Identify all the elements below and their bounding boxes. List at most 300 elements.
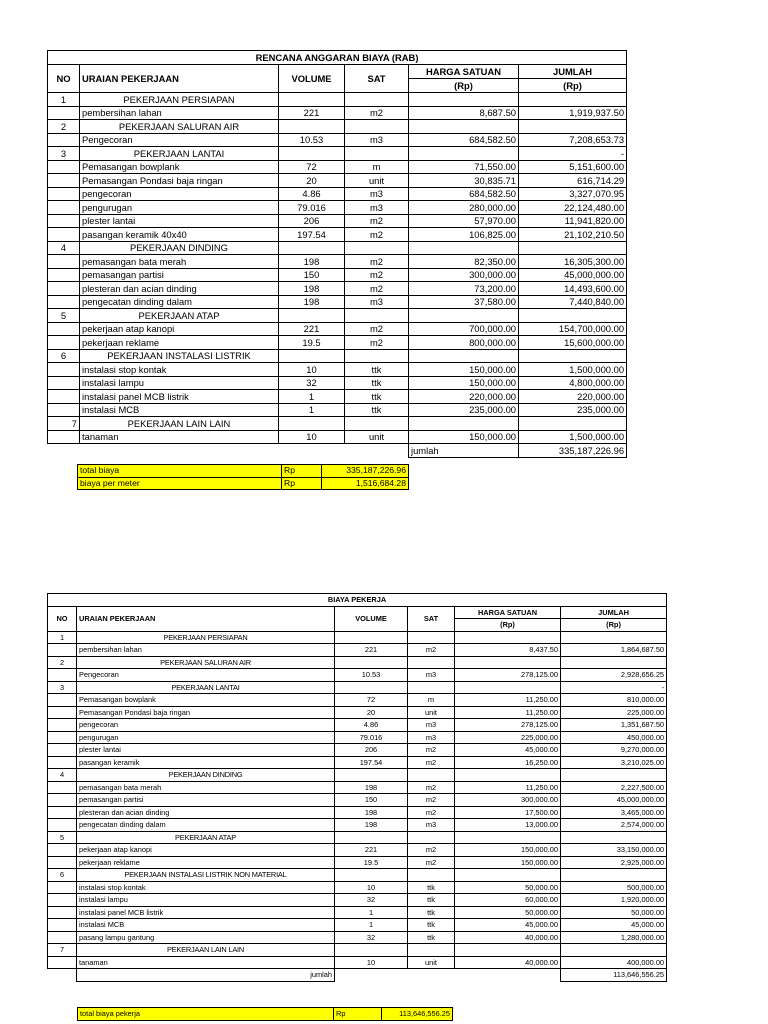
section-row — [48, 656, 667, 669]
item-jumlah: 450,000.00 — [561, 731, 667, 744]
row-number — [48, 228, 80, 242]
item-jumlah: 2,574,000.00 — [561, 819, 667, 832]
table-row — [48, 430, 627, 444]
item-volume: 206 — [335, 744, 408, 757]
section-number: 6 — [48, 349, 80, 363]
item-name: pasangan keramik 40x40 — [80, 228, 279, 242]
empty-cell — [409, 309, 519, 323]
row-number — [48, 819, 77, 832]
item-harga: 16,250.00 — [455, 756, 561, 769]
row-number — [48, 174, 80, 188]
summary-row — [78, 477, 409, 490]
empty-cell — [409, 147, 519, 161]
rab-header-harga-unit: (Rp) — [409, 79, 519, 93]
item-unit: m3 — [345, 133, 409, 147]
row-jumlah — [519, 417, 627, 431]
table-row — [48, 694, 667, 707]
table-row — [48, 187, 627, 201]
section-number: 2 — [48, 656, 77, 669]
item-volume: 198 — [335, 781, 408, 794]
empty-cell — [409, 93, 519, 107]
item-jumlah: 2,928,656.25 — [561, 669, 667, 682]
item-unit: m2 — [345, 322, 409, 336]
item-harga: 278,125.00 — [455, 669, 561, 682]
row-number — [48, 430, 80, 444]
item-harga: 300,000.00 — [409, 268, 519, 282]
summary-value: 335,187,226.96 — [322, 465, 409, 478]
empty-cell — [335, 681, 408, 694]
item-harga: 235,000.00 — [409, 403, 519, 417]
item-name: instalasi panel MCB listrik — [80, 390, 279, 404]
rab-header-jumlah: JUMLAH — [519, 65, 627, 79]
item-jumlah: 2,227,500.00 — [561, 781, 667, 794]
item-name: instalasi MCB — [80, 403, 279, 417]
rab-header-jumlah-unit: (Rp) — [519, 79, 627, 93]
row-number — [48, 806, 77, 819]
empty-cell — [408, 944, 455, 957]
item-volume: 79.016 — [335, 731, 408, 744]
item-harga: 11,250.00 — [455, 694, 561, 707]
row-jumlah: - — [519, 147, 627, 161]
item-harga: 37,580.00 — [409, 295, 519, 309]
empty-cell — [345, 349, 409, 363]
item-unit: m2 — [345, 255, 409, 269]
row-jumlah — [519, 93, 627, 107]
section-title: PEKERJAAN LANTAI — [77, 681, 335, 694]
item-volume: 206 — [279, 214, 345, 228]
section-title: PEKERJAAN SALURAN AIR — [80, 120, 279, 134]
item-unit: ttk — [345, 390, 409, 404]
table-row — [48, 336, 627, 350]
section-number: 7 — [48, 417, 80, 431]
biaya-pekerja-table — [47, 593, 667, 982]
item-name: pengecoran — [77, 719, 335, 732]
item-volume: 1 — [279, 390, 345, 404]
table-row — [48, 919, 667, 932]
item-volume: 19.5 — [335, 856, 408, 869]
table-row — [48, 706, 667, 719]
item-harga: 11,250.00 — [455, 781, 561, 794]
section-row — [48, 869, 667, 882]
table-row — [48, 295, 627, 309]
item-name: pemasangan bata merah — [77, 781, 335, 794]
item-jumlah: 400,000.00 — [561, 956, 667, 969]
empty-cell — [279, 417, 345, 431]
item-jumlah: 16,305,300.00 — [519, 255, 627, 269]
row-number — [48, 669, 77, 682]
empty-cell — [279, 309, 345, 323]
item-jumlah: 1,919,937.50 — [519, 106, 627, 120]
row-number — [48, 390, 80, 404]
item-volume: 198 — [335, 806, 408, 819]
empty-cell — [455, 656, 561, 669]
item-volume: 4.86 — [335, 719, 408, 732]
summary-value: 1,516,684.28 — [322, 477, 409, 490]
item-harga: 700,000.00 — [409, 322, 519, 336]
section-title: PEKERJAAN SALURAN AIR — [77, 656, 335, 669]
item-unit: m2 — [345, 268, 409, 282]
row-number — [48, 201, 80, 215]
table-row — [48, 819, 667, 832]
row-jumlah — [561, 831, 667, 844]
item-volume: 150 — [335, 794, 408, 807]
item-harga: 150,000.00 — [409, 430, 519, 444]
table-row — [48, 403, 627, 417]
item-unit: m2 — [408, 644, 455, 657]
item-unit: unit — [408, 956, 455, 969]
table-row — [48, 731, 667, 744]
section-title: PEKERJAAN LAIN LAIN — [80, 417, 279, 431]
item-harga: 225,000.00 — [455, 731, 561, 744]
empty-cell — [345, 147, 409, 161]
section-title: PEKERJAAN ATAP — [77, 831, 335, 844]
empty-cell — [409, 241, 519, 255]
rab-header-sat: SAT — [345, 65, 409, 93]
item-name: pekerjaan reklame — [77, 856, 335, 869]
rab-header-uraian: URAIAN PEKERJAAN — [80, 65, 279, 93]
item-name: tanaman — [80, 430, 279, 444]
item-volume: 197.54 — [335, 756, 408, 769]
rab-header-no: NO — [48, 65, 80, 93]
empty-cell — [335, 656, 408, 669]
item-harga: 50,000.00 — [455, 881, 561, 894]
rab-jumlah-label: jumlah — [409, 444, 519, 458]
empty-cell — [345, 93, 409, 107]
bp-header-uraian: URAIAN PEKERJAAN — [77, 606, 335, 631]
item-harga: 800,000.00 — [409, 336, 519, 350]
item-jumlah: 2,925,000.00 — [561, 856, 667, 869]
row-number — [48, 322, 80, 336]
item-volume: 32 — [335, 894, 408, 907]
table-row — [48, 201, 627, 215]
item-harga: 150,000.00 — [409, 363, 519, 377]
row-number — [48, 644, 77, 657]
item-volume: 198 — [279, 282, 345, 296]
empty-cell — [455, 631, 561, 644]
empty-cell — [335, 631, 408, 644]
bp-jumlah-value: 113,646,556.25 — [561, 969, 667, 982]
item-jumlah: 220,000.00 — [519, 390, 627, 404]
table-row — [48, 669, 667, 682]
item-jumlah: 1,500,000.00 — [519, 363, 627, 377]
section-number: 7 — [48, 944, 77, 957]
item-jumlah: 50,000.00 — [561, 906, 667, 919]
item-name: instalasi MCB — [77, 919, 335, 932]
section-row — [48, 241, 627, 255]
empty-cell — [409, 120, 519, 134]
row-number — [48, 706, 77, 719]
bp-header-no: NO — [48, 606, 77, 631]
empty-cell — [345, 120, 409, 134]
item-harga: 280,000.00 — [409, 201, 519, 215]
section-row — [48, 631, 667, 644]
row-number — [48, 336, 80, 350]
table-row — [48, 756, 667, 769]
table-row — [48, 106, 627, 120]
empty-cell — [279, 349, 345, 363]
row-number — [48, 268, 80, 282]
empty-cell — [279, 147, 345, 161]
section-row — [48, 147, 627, 161]
item-jumlah: 7,440,840.00 — [519, 295, 627, 309]
item-volume: 20 — [335, 706, 408, 719]
item-jumlah: 810,000.00 — [561, 694, 667, 707]
item-jumlah: 3,465,000.00 — [561, 806, 667, 819]
item-harga: 684,582.50 — [409, 133, 519, 147]
item-name: pengurugan — [77, 731, 335, 744]
table-row — [48, 881, 667, 894]
empty-cell — [345, 309, 409, 323]
bp-header-volume: VOLUME — [335, 606, 408, 631]
item-jumlah: 45,000.00 — [561, 919, 667, 932]
bp-summary — [77, 1007, 453, 1021]
item-unit: ttk — [408, 931, 455, 944]
row-number — [48, 282, 80, 296]
item-name: plesteran dan acian dinding — [80, 282, 279, 296]
item-name: Pemasangan bowplank — [80, 160, 279, 174]
table-row — [48, 806, 667, 819]
item-jumlah: 1,500,000.00 — [519, 430, 627, 444]
item-unit: m — [408, 694, 455, 707]
item-unit: m3 — [408, 719, 455, 732]
empty-cell — [335, 769, 408, 782]
item-name: pengurugan — [80, 201, 279, 215]
item-jumlah: 1,920,000.00 — [561, 894, 667, 907]
item-volume: 221 — [335, 844, 408, 857]
table-row — [48, 133, 627, 147]
item-volume: 32 — [279, 376, 345, 390]
row-jumlah — [519, 120, 627, 134]
item-volume: 20 — [279, 174, 345, 188]
summary-label: total biaya pekerja — [78, 1008, 334, 1021]
empty-cell — [335, 869, 408, 882]
item-name: pembersihan lahan — [80, 106, 279, 120]
item-unit: m2 — [408, 744, 455, 757]
item-unit: m2 — [408, 794, 455, 807]
table-row — [48, 282, 627, 296]
table-row — [48, 160, 627, 174]
empty-cell — [345, 417, 409, 431]
row-jumlah — [561, 656, 667, 669]
empty-cell — [455, 681, 561, 694]
table-row — [48, 931, 667, 944]
table-row — [48, 719, 667, 732]
table-row — [48, 744, 667, 757]
item-name: pengecatan dinding dalam — [80, 295, 279, 309]
item-harga: 300,000.00 — [455, 794, 561, 807]
item-unit: m3 — [345, 187, 409, 201]
item-unit: m2 — [345, 106, 409, 120]
summary-currency: Rp — [334, 1008, 382, 1021]
item-harga: 278,125.00 — [455, 719, 561, 732]
item-volume: 72 — [335, 694, 408, 707]
rab-jumlah-value: 335,187,226.96 — [519, 444, 627, 458]
item-harga: 71,550.00 — [409, 160, 519, 174]
section-number: 3 — [48, 681, 77, 694]
bp-header-jumlah-unit: (Rp) — [561, 619, 667, 632]
row-number — [48, 255, 80, 269]
item-harga: 45,000.00 — [455, 744, 561, 757]
item-jumlah: 235,000.00 — [519, 403, 627, 417]
item-jumlah: 15,600,000.00 — [519, 336, 627, 350]
empty-cell — [408, 631, 455, 644]
row-jumlah — [519, 241, 627, 255]
section-number: 1 — [48, 93, 80, 107]
item-name: pengecoran — [80, 187, 279, 201]
section-number: 5 — [48, 831, 77, 844]
item-name: tanaman — [77, 956, 335, 969]
section-title: PEKERJAAN DINDING — [80, 241, 279, 255]
item-name: instalasi stop kontak — [77, 881, 335, 894]
item-jumlah: 7,208,653.73 — [519, 133, 627, 147]
item-jumlah: 45,000,000.00 — [561, 794, 667, 807]
row-number — [48, 133, 80, 147]
item-harga: 11,250.00 — [455, 706, 561, 719]
item-unit: m2 — [408, 806, 455, 819]
empty-cell — [455, 831, 561, 844]
summary-currency: Rp — [282, 477, 322, 490]
item-volume: 72 — [279, 160, 345, 174]
empty-cell — [408, 656, 455, 669]
item-volume: 10 — [335, 956, 408, 969]
row-number — [48, 214, 80, 228]
item-jumlah: 3,210,025.00 — [561, 756, 667, 769]
item-harga: 106,825.00 — [409, 228, 519, 242]
empty-cell — [335, 831, 408, 844]
item-jumlah: 9,270,000.00 — [561, 744, 667, 757]
item-unit: m2 — [408, 781, 455, 794]
empty-cell — [335, 944, 408, 957]
item-harga: 13,000.00 — [455, 819, 561, 832]
summary-label: total biaya — [78, 465, 282, 478]
item-volume: 1 — [335, 906, 408, 919]
rab-summary — [77, 464, 409, 490]
section-number: 4 — [48, 769, 77, 782]
item-unit: m3 — [345, 201, 409, 215]
table-row — [48, 956, 667, 969]
item-name: pemasangan partisi — [80, 268, 279, 282]
table-row — [48, 228, 627, 242]
item-volume: 1 — [279, 403, 345, 417]
section-number: 3 — [48, 147, 80, 161]
row-number — [48, 187, 80, 201]
item-name: plester lantai — [77, 744, 335, 757]
rab-header-volume: VOLUME — [279, 65, 345, 93]
empty-cell — [408, 681, 455, 694]
item-unit: m2 — [408, 756, 455, 769]
row-number — [48, 403, 80, 417]
rab-header-harga: HARGA SATUAN — [409, 65, 519, 79]
row-number — [48, 894, 77, 907]
item-unit: ttk — [345, 376, 409, 390]
item-unit: m2 — [345, 282, 409, 296]
item-volume: 4.86 — [279, 187, 345, 201]
row-number — [48, 160, 80, 174]
item-jumlah: 500,000.00 — [561, 881, 667, 894]
row-number — [48, 844, 77, 857]
table-row — [48, 363, 627, 377]
item-unit: m — [345, 160, 409, 174]
item-name: instalasi lampu — [77, 894, 335, 907]
summary-row — [78, 1008, 453, 1021]
table-row — [48, 322, 627, 336]
item-jumlah: 45,000,000.00 — [519, 268, 627, 282]
table-row — [48, 268, 627, 282]
item-volume: 198 — [279, 295, 345, 309]
item-name: plesteran dan acian dinding — [77, 806, 335, 819]
section-title: PEKERJAAN PERSIAPAN — [77, 631, 335, 644]
item-harga: 150,000.00 — [455, 856, 561, 869]
item-volume: 1 — [335, 919, 408, 932]
item-harga: 8,437.50 — [455, 644, 561, 657]
item-name: Pengecoran — [80, 133, 279, 147]
section-title: PEKERJAAN LANTAI — [80, 147, 279, 161]
item-harga: 17,500.00 — [455, 806, 561, 819]
empty-cell — [279, 241, 345, 255]
row-number — [48, 881, 77, 894]
empty-cell — [409, 417, 519, 431]
item-volume: 19.5 — [279, 336, 345, 350]
empty-cell — [408, 769, 455, 782]
item-jumlah: 14,493,600.00 — [519, 282, 627, 296]
row-number — [48, 731, 77, 744]
item-name: instalasi panel MCB listrik — [77, 906, 335, 919]
empty-cell — [455, 869, 561, 882]
item-unit: m3 — [345, 295, 409, 309]
item-name: pasang lampu gantung — [77, 931, 335, 944]
section-title: PEKERJAAN LAIN LAIN — [77, 944, 335, 957]
row-number — [48, 106, 80, 120]
row-jumlah — [561, 869, 667, 882]
section-title: PEKERJAAN INSTALASI LISTRIK — [80, 349, 279, 363]
row-jumlah — [561, 769, 667, 782]
row-number — [48, 376, 80, 390]
section-row — [48, 120, 627, 134]
table-row — [48, 644, 667, 657]
item-volume: 198 — [335, 819, 408, 832]
item-jumlah: 1,351,687.50 — [561, 719, 667, 732]
item-name: Pemasangan Pondasi baja ringan — [77, 706, 335, 719]
item-volume: 10.53 — [279, 133, 345, 147]
empty-cell — [279, 120, 345, 134]
bp-header-harga-unit: (Rp) — [455, 619, 561, 632]
item-unit: unit — [345, 430, 409, 444]
item-jumlah: 1,864,687.50 — [561, 644, 667, 657]
item-volume: 10 — [335, 881, 408, 894]
bp-header-jumlah: JUMLAH — [561, 606, 667, 619]
item-harga: 40,000.00 — [455, 931, 561, 944]
item-jumlah: 33,150,000.00 — [561, 844, 667, 857]
item-jumlah: 5,151,600.00 — [519, 160, 627, 174]
item-unit: m2 — [345, 214, 409, 228]
item-jumlah: 4,800,000.00 — [519, 376, 627, 390]
item-name: Pengecoran — [77, 669, 335, 682]
row-number — [48, 956, 77, 969]
row-jumlah: - — [561, 681, 667, 694]
empty-cell — [455, 769, 561, 782]
rab-body — [48, 93, 627, 444]
item-harga: 150,000.00 — [409, 376, 519, 390]
item-volume: 10.53 — [335, 669, 408, 682]
item-harga: 60,000.00 — [455, 894, 561, 907]
item-jumlah: 21,102,210.50 — [519, 228, 627, 242]
section-number: 4 — [48, 241, 80, 255]
item-volume: 221 — [279, 106, 345, 120]
item-unit: ttk — [345, 403, 409, 417]
item-jumlah: 3,327,070.95 — [519, 187, 627, 201]
summary-value: 113,646,556.25 — [382, 1008, 453, 1021]
item-volume: 79.016 — [279, 201, 345, 215]
